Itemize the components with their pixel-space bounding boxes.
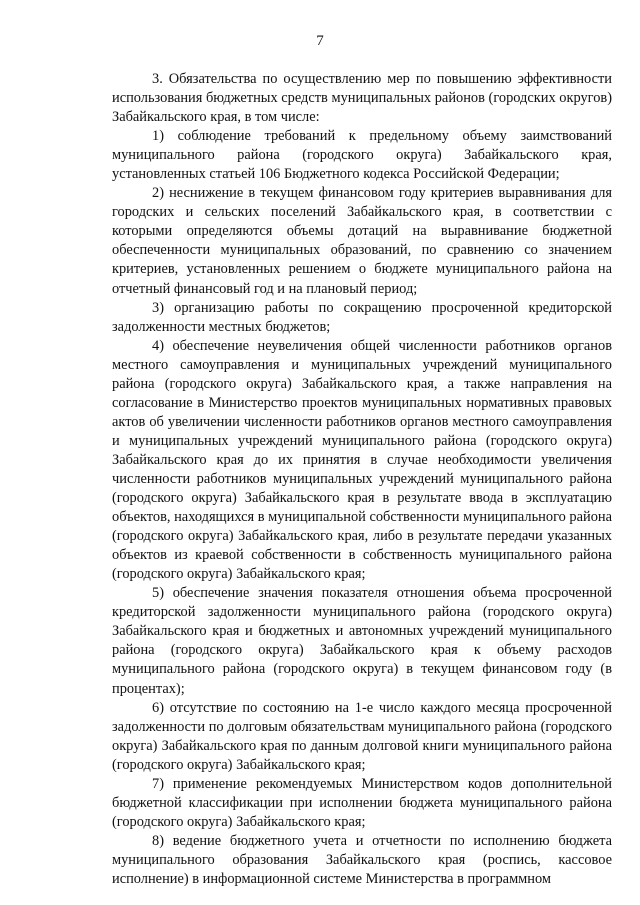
document-body	[112, 70, 612, 889]
paragraph-item-3: 3) организацию работы по сокращению просроченной кредиторской задолженности местных бюджетов;	[112, 299, 612, 335]
paragraph-item-5: 5) обеспечение значения показателя отношения объема просроченной кредиторской задолженности муниципального района (городского округа) Забайкальского края и бюджетных и автономных учреждений муниципального района (городского округа) Забайкальского края к объему расходов муниципального района (городского округа) в текущем финансовом году (в процентах);	[112, 585, 612, 697]
paragraph-section-3: 3. Обязательства по осуществлению мер по повышению эффективности использования бюджетных средств муниципальных районов (городских округов) Забайкальского края, в том числе:	[112, 71, 612, 126]
paragraph-item-2: 2) неснижение в текущем финансовом году критериев выравнивания для городских и сельских поселений Забайкальского края, в соответствии с которыми определяются объемы дотаций на выравнивание бюджетной обеспеченности муниципальных образований, по сравнению со значением критериев, установленных решением о бюджете муниципального района на отчетный финансовый год и на плановый период;	[112, 185, 612, 297]
paragraph-item-1: 1) соблюдение требований к предельному объему заимствований муниципального района (городского округа) Забайкальского края, установленных статьей 106 Бюджетного кодекса Российской Федерации;	[112, 128, 612, 183]
page-number: 7	[316, 33, 324, 49]
paragraph-item-6: 6) отсутствие по состоянию на 1-е число каждого месяца просроченной задолженности по долговым обязательствам муниципального района (городского округа) Забайкальского края по данным долговой книги муниципального района (городского округа) Забайкальского края;	[112, 699, 612, 773]
paragraph-item-4: 4) обеспечение неувеличения общей численности работников органов местного самоуправления и муниципальных учреждений муниципального района (городского округа) Забайкальского края, а также направления на согласование в Министерство проектов муниципальных нормативных правовых актов об увеличении численности работников органов местного самоуправления и муниципальных учреждений муниципального района (городского округа) Забайкальского края до их принятия в случае необходимости увеличения численности работников муниципальных учреждений муниципального района (городского округа) Забайкальского края в результате ввода в эксплуатацию объектов, находящихся в муниципальной собственности муниципального района (городского округа) Забайкальского края, либо в результате передачи указанных объектов из краевой собственности в собственность муниципального района (городского округа) Забайкальского края;	[112, 337, 612, 583]
paragraph-item-7: 7) применение рекомендуемых Министерством кодов дополнительной бюджетной классификации при исполнении бюджета муниципального района (городского округа) Забайкальского края;	[112, 775, 612, 830]
paragraph-item-8: 8) ведение бюджетного учета и отчетности по исполнению бюджета муниципального образования Забайкальского края (роспись, кассовое исполнение) в информационной системе Министерства в программном	[112, 832, 612, 887]
